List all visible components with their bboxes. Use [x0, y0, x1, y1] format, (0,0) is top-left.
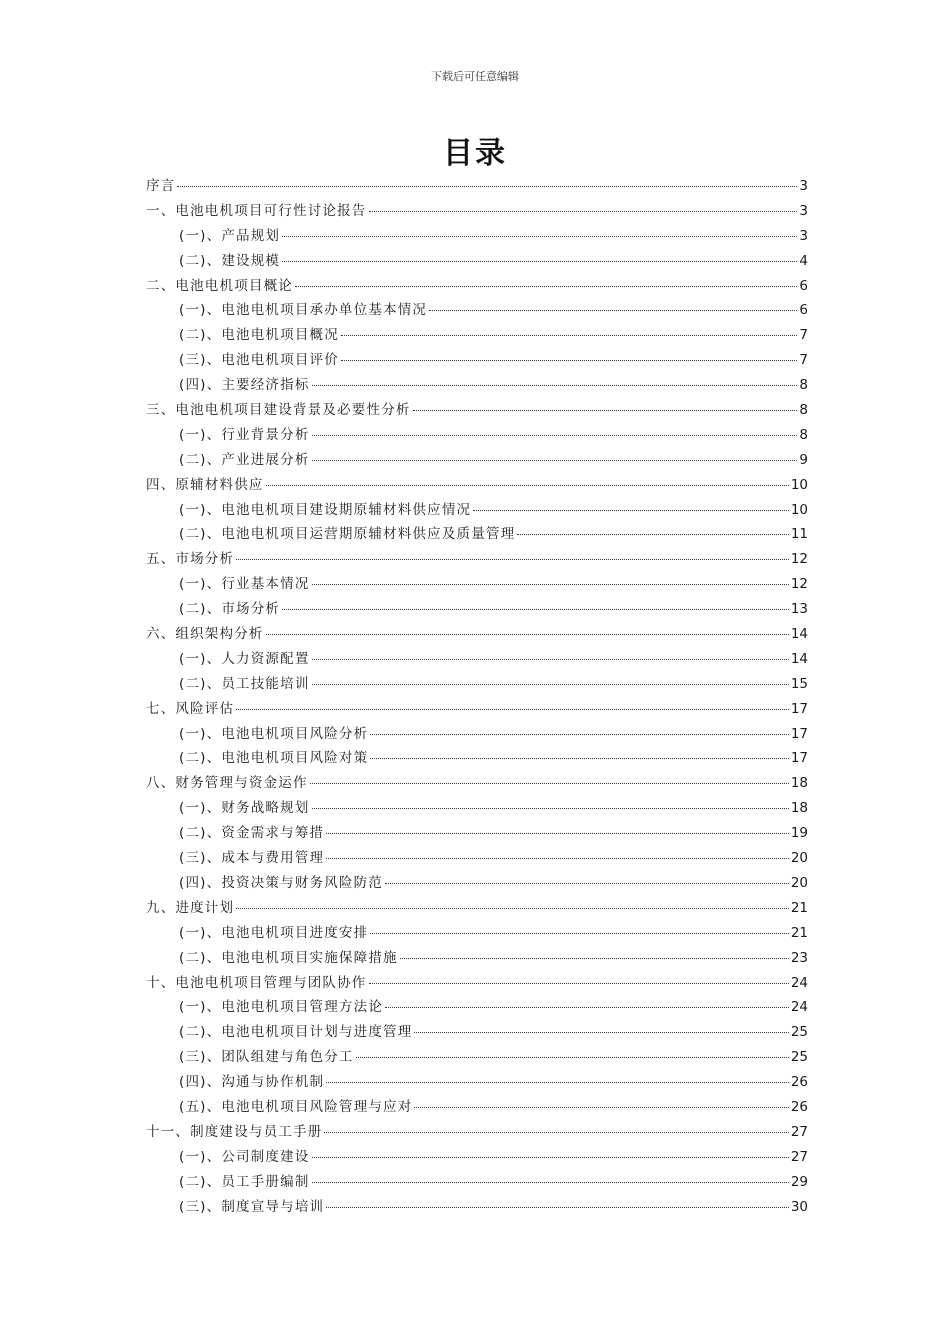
toc-dot-leader	[400, 958, 789, 959]
toc-dot-leader	[312, 659, 789, 660]
toc-entry-page-number: 26	[790, 1074, 808, 1091]
toc-dot-leader	[310, 783, 789, 784]
toc-dot-leader	[236, 559, 789, 560]
toc-entry[interactable]	[146, 896, 808, 921]
toc-entry-label: (二)、建设规模	[179, 252, 281, 269]
toc-entry-page-number: 19	[790, 825, 808, 842]
toc-entry[interactable]	[146, 423, 808, 448]
toc-entry-page-number: 27	[790, 1148, 808, 1165]
toc-entry-page-number: 11	[790, 526, 808, 543]
toc-entry-page-number: 18	[790, 775, 808, 792]
toc-title: 目录	[443, 136, 507, 171]
toc-entry[interactable]	[146, 622, 808, 647]
toc-entry-label: 二、电池电机项目概论	[146, 277, 293, 294]
toc-entry[interactable]	[146, 1120, 808, 1145]
toc-entry-page-number: 3	[799, 202, 808, 219]
table-of-contents	[146, 174, 808, 1219]
toc-entry-label: (三)、团队组建与角色分工	[179, 1049, 354, 1066]
toc-entry[interactable]	[146, 672, 808, 697]
toc-dot-leader	[385, 1007, 789, 1008]
toc-dot-leader	[312, 584, 789, 585]
toc-dot-leader	[341, 360, 797, 361]
toc-entry[interactable]	[146, 722, 808, 747]
toc-entry-label: (五)、电池电机项目风险管理与应对	[179, 1098, 413, 1115]
toc-dot-leader	[282, 609, 789, 610]
toc-entry-label: 五、市场分析	[146, 551, 235, 568]
toc-entry-label: (二)、员工手册编制	[179, 1173, 310, 1190]
toc-entry-page-number: 20	[790, 874, 808, 891]
toc-dot-leader	[312, 385, 798, 386]
toc-entry[interactable]	[146, 572, 808, 597]
toc-entry-page-number: 30	[790, 1198, 808, 1215]
toc-dot-leader	[177, 186, 797, 187]
toc-entry-page-number: 7	[799, 327, 808, 344]
toc-dot-leader	[312, 808, 789, 809]
toc-entry-page-number: 21	[790, 924, 808, 941]
toc-entry-page-number: 6	[799, 302, 808, 319]
toc-entry-label: (一)、电池电机项目承办单位基本情况	[179, 302, 428, 319]
toc-entry-page-number: 9	[799, 451, 808, 468]
toc-entry[interactable]	[146, 522, 808, 547]
toc-entry-label: (一)、电池电机项目建设期原辅材料供应情况	[179, 501, 472, 518]
toc-entry-label: 十、电池电机项目管理与团队协作	[146, 974, 367, 991]
toc-dot-leader	[341, 335, 797, 336]
toc-dot-leader	[312, 460, 798, 461]
toc-entry-page-number: 8	[799, 426, 808, 443]
toc-entry-label: (二)、电池电机项目计划与进度管理	[179, 1024, 413, 1041]
toc-dot-leader	[266, 634, 789, 635]
toc-entry[interactable]	[146, 348, 808, 373]
toc-entry-page-number: 3	[799, 178, 808, 194]
toc-entry-page-number: 17	[790, 700, 808, 717]
toc-dot-leader	[312, 1157, 789, 1158]
toc-dot-leader	[413, 410, 798, 411]
toc-dot-leader	[312, 1182, 789, 1183]
toc-entry[interactable]	[146, 224, 808, 249]
toc-dot-leader	[414, 1107, 788, 1108]
toc-entry-label: 一、电池电机项目可行性讨论报告	[146, 202, 367, 219]
toc-entry-page-number: 6	[799, 277, 808, 294]
toc-entry[interactable]	[146, 274, 808, 299]
toc-entry-label: 九、进度计划	[146, 899, 235, 916]
toc-dot-leader	[282, 261, 797, 262]
toc-entry[interactable]	[146, 796, 808, 821]
toc-entry[interactable]	[146, 771, 808, 796]
toc-entry-label: (二)、电池电机项目运营期原辅材料供应及质量管理	[179, 526, 516, 543]
toc-dot-leader	[295, 286, 797, 287]
toc-entry-label: (三)、成本与费用管理	[179, 850, 325, 867]
toc-dot-leader	[517, 534, 788, 535]
toc-entry-page-number: 24	[790, 999, 808, 1016]
toc-entry[interactable]	[146, 473, 808, 498]
toc-entry[interactable]	[146, 871, 808, 896]
toc-dot-leader	[369, 211, 798, 212]
toc-entry-label: (三)、电池电机项目评价	[179, 352, 339, 369]
toc-entry-page-number: 18	[790, 800, 808, 817]
toc-dot-leader	[312, 684, 789, 685]
toc-entry[interactable]	[146, 1095, 808, 1120]
toc-entry-page-number: 15	[790, 675, 808, 692]
toc-dot-leader	[236, 709, 789, 710]
toc-dot-leader	[266, 485, 789, 486]
toc-entry-label: (一)、行业基本情况	[179, 576, 310, 593]
toc-entry[interactable]	[146, 946, 808, 971]
toc-dot-leader	[312, 435, 798, 436]
toc-entry-label: 十一、制度建设与员工手册	[146, 1123, 323, 1140]
toc-entry[interactable]	[146, 398, 808, 423]
toc-entry[interactable]	[146, 971, 808, 996]
toc-entry[interactable]	[146, 498, 808, 523]
toc-entry-label: (二)、电池电机项目概况	[179, 327, 339, 344]
toc-entry[interactable]	[146, 1195, 808, 1220]
toc-dot-leader	[370, 933, 788, 934]
toc-entry-label: (二)、员工技能培训	[179, 675, 310, 692]
toc-entry-page-number: 26	[790, 1098, 808, 1115]
toc-entry[interactable]	[146, 697, 808, 722]
toc-entry-label: (一)、人力资源配置	[179, 650, 310, 667]
toc-entry-page-number: 14	[790, 650, 808, 667]
toc-dot-leader	[414, 1032, 788, 1033]
toc-entry-page-number: 29	[790, 1173, 808, 1190]
toc-entry[interactable]	[146, 597, 808, 622]
toc-entry-page-number: 21	[790, 899, 808, 916]
toc-entry-label: (一)、电池电机项目风险分析	[179, 725, 369, 742]
toc-entry-label: (一)、电池电机项目管理方法论	[179, 999, 384, 1016]
toc-dot-leader	[429, 310, 797, 311]
toc-entry-label: (一)、财务战略规划	[179, 800, 310, 817]
toc-entry-label: (二)、电池电机项目风险对策	[179, 750, 369, 767]
toc-entry-label: (一)、行业背景分析	[179, 426, 310, 443]
toc-entry-page-number: 14	[790, 626, 808, 643]
toc-entry-page-number: 25	[790, 1024, 808, 1041]
toc-dot-leader	[385, 883, 789, 884]
toc-entry-label: (一)、公司制度建设	[179, 1148, 310, 1165]
toc-entry[interactable]	[146, 547, 808, 572]
toc-dot-leader	[356, 1057, 789, 1058]
toc-entry[interactable]	[146, 1170, 808, 1195]
toc-entry[interactable]	[146, 746, 808, 771]
toc-entry-page-number: 27	[790, 1123, 808, 1140]
toc-entry-label: (一)、产品规划	[179, 227, 281, 244]
toc-dot-leader	[326, 1082, 789, 1083]
toc-entry[interactable]	[146, 373, 808, 398]
toc-entry-label: 六、组织架构分析	[146, 626, 264, 643]
toc-dot-leader	[370, 734, 788, 735]
toc-entry-page-number: 7	[799, 352, 808, 369]
toc-entry-label: 四、原辅材料供应	[146, 476, 264, 493]
toc-entry-label: (一)、电池电机项目进度安排	[179, 924, 369, 941]
toc-entry-label: (四)、沟通与协作机制	[179, 1074, 325, 1091]
toc-entry-label: (二)、产业进展分析	[179, 451, 310, 468]
toc-dot-leader	[324, 1132, 788, 1133]
toc-entry[interactable]	[146, 647, 808, 672]
toc-entry[interactable]	[146, 995, 808, 1020]
toc-entry[interactable]	[146, 1020, 808, 1045]
toc-entry-label: (三)、制度宣导与培训	[179, 1198, 325, 1215]
toc-entry-page-number: 3	[799, 227, 808, 244]
toc-entry-label: (二)、电池电机项目实施保障措施	[179, 949, 398, 966]
toc-entry-page-number: 12	[790, 576, 808, 593]
toc-entry-label: (四)、投资决策与财务风险防范	[179, 874, 384, 891]
toc-entry[interactable]	[146, 174, 808, 199]
toc-entry[interactable]	[146, 921, 808, 946]
toc-dot-leader	[369, 983, 789, 984]
toc-entry-page-number: 23	[790, 949, 808, 966]
toc-entry-page-number: 17	[790, 750, 808, 767]
toc-entry[interactable]	[146, 448, 808, 473]
toc-entry[interactable]	[146, 821, 808, 846]
toc-dot-leader	[370, 758, 788, 759]
toc-entry-label: (二)、市场分析	[179, 601, 281, 618]
toc-entry-page-number: 8	[799, 377, 808, 394]
toc-entry[interactable]	[146, 846, 808, 871]
toc-entry[interactable]	[146, 1045, 808, 1070]
toc-entry-page-number: 24	[790, 974, 808, 991]
toc-entry-label: (四)、主要经济指标	[179, 377, 310, 394]
toc-entry-label: 序言	[146, 178, 176, 194]
toc-entry[interactable]	[146, 323, 808, 348]
toc-dot-leader	[326, 1207, 789, 1208]
toc-dot-leader	[326, 833, 789, 834]
toc-dot-leader	[473, 510, 789, 511]
toc-entry-page-number: 20	[790, 850, 808, 867]
toc-entry-page-number: 10	[790, 501, 808, 518]
toc-entry-page-number: 25	[790, 1049, 808, 1066]
toc-entry[interactable]	[146, 1070, 808, 1095]
toc-entry-page-number: 17	[790, 725, 808, 742]
toc-entry-page-number: 8	[799, 402, 808, 419]
toc-entry-label: 三、电池电机项目建设背景及必要性分析	[146, 402, 411, 419]
toc-entry[interactable]	[146, 298, 808, 323]
toc-entry-label: (二)、资金需求与筹措	[179, 825, 325, 842]
toc-entry[interactable]	[146, 249, 808, 274]
toc-entry[interactable]	[146, 1145, 808, 1170]
toc-dot-leader	[326, 858, 789, 859]
toc-entry-page-number: 4	[799, 252, 808, 269]
toc-dot-leader	[282, 236, 797, 237]
header-note: 下载后可任意编辑	[431, 70, 519, 83]
toc-entry-page-number: 12	[790, 551, 808, 568]
toc-entry-page-number: 10	[790, 476, 808, 493]
toc-entry-label: 七、风险评估	[146, 700, 235, 717]
toc-entry[interactable]	[146, 199, 808, 224]
toc-entry-page-number: 13	[790, 601, 808, 618]
toc-dot-leader	[236, 908, 789, 909]
toc-entry-label: 八、财务管理与资金运作	[146, 775, 308, 792]
